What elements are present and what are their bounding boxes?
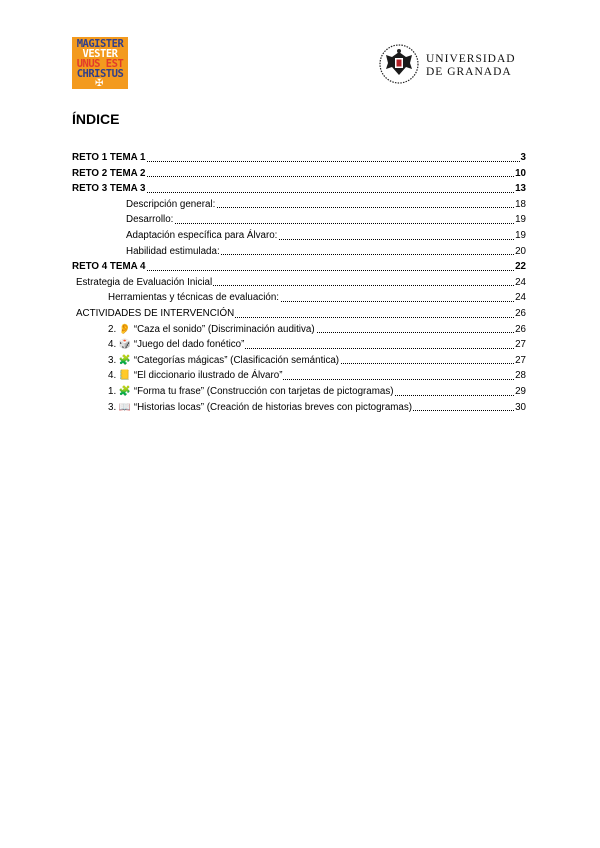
toc-entry[interactable] — [72, 244, 526, 260]
page-title: ÍNDICE — [72, 111, 120, 127]
toc-entry[interactable] — [72, 166, 526, 182]
toc-entry[interactable] — [72, 228, 526, 244]
toc-entry-page: 29 — [514, 384, 526, 400]
toc-entry-label: 2. 👂 “Caza el sonido” (Discriminación auditiva) — [108, 322, 316, 338]
toc-entry-page: 22 — [514, 259, 526, 275]
toc-entry-page: 27 — [514, 353, 526, 369]
toc-entry-label: Adaptación específica para Álvaro: — [126, 228, 278, 244]
toc-entry-page: 24 — [514, 290, 526, 306]
toc-entry[interactable] — [72, 337, 526, 353]
toc-entry[interactable] — [72, 322, 526, 338]
toc-entry-page: 26 — [514, 306, 526, 322]
toc-entry-label: Descripción general: — [126, 197, 216, 213]
toc-entry-page: 13 — [514, 181, 526, 197]
toc-entry-label: Estrategia de Evaluación Inicial — [76, 275, 213, 291]
toc-entry-label: Herramientas y técnicas de evaluación: — [108, 290, 280, 306]
toc-leader-dots — [126, 223, 526, 224]
toc-entry-label: 3. 📖 “Historias locas” (Creación de historias breves con pictogramas) — [108, 400, 413, 416]
toc-entry[interactable] — [72, 197, 526, 213]
toc-entry[interactable] — [72, 275, 526, 291]
toc-entry-page: 24 — [514, 275, 526, 291]
toc-entry-label: 1. 🧩 “Forma tu frase” (Construcción con tarjetas de pictogramas) — [108, 384, 395, 400]
toc-entry-page: 27 — [514, 337, 526, 353]
university-crest-icon — [378, 43, 420, 85]
toc-entry[interactable] — [72, 212, 526, 228]
toc-entry-page: 18 — [514, 197, 526, 213]
toc-entry[interactable] — [72, 259, 526, 275]
toc-entry[interactable] — [72, 353, 526, 369]
toc-entry-page: 10 — [514, 166, 526, 182]
toc-entry-label: 3. 🧩 “Categorías mágicas” (Clasificación semántica) — [108, 353, 340, 369]
toc-entry-page: 19 — [514, 212, 526, 228]
toc-entry[interactable] — [72, 290, 526, 306]
universidad-granada-logo — [378, 43, 528, 85]
table-of-contents — [72, 150, 526, 415]
toc-entry-page: 26 — [514, 322, 526, 338]
toc-entry[interactable] — [72, 150, 526, 166]
toc-entry[interactable] — [72, 368, 526, 384]
logo-line: CHRISTUS — [76, 68, 124, 80]
toc-entry[interactable] — [72, 400, 526, 416]
toc-entry-page: 19 — [514, 228, 526, 244]
toc-entry-page: 30 — [514, 400, 526, 416]
toc-entry-label: RETO 2 TEMA 2 — [72, 166, 147, 182]
toc-entry-page: 20 — [514, 244, 526, 260]
toc-entry-label: Desarrollo: — [126, 212, 174, 228]
toc-entry-label: 4. 🎲 “Juego del dado fonético” — [108, 337, 245, 353]
logo-line: VESTER — [82, 48, 118, 60]
toc-entry-label: Habilidad estimulada: — [126, 244, 221, 260]
toc-entry-label: 4. 📒 “El diccionario ilustrado de Álvaro” — [108, 368, 283, 384]
toc-entry[interactable] — [72, 306, 526, 322]
logo-line: MAGISTER — [76, 38, 124, 50]
toc-entry-page: 3 — [520, 150, 526, 166]
university-name-line1: UNIVERSIDAD — [426, 53, 516, 65]
toc-entry-label: RETO 3 TEMA 3 — [72, 181, 147, 197]
toc-entry-page: 28 — [514, 368, 526, 384]
cross-icon: ✠ — [95, 78, 104, 89]
toc-entry-label: RETO 4 TEMA 4 — [72, 259, 147, 275]
logo-line: UNUS EST — [76, 58, 124, 70]
toc-entry-label: RETO 1 TEMA 1 — [72, 150, 147, 166]
toc-entry[interactable] — [72, 384, 526, 400]
toc-entry-label: ACTIVIDADES DE INTERVENCIÓN — [76, 306, 235, 322]
toc-entry[interactable] — [72, 181, 526, 197]
magister-logo — [72, 37, 128, 89]
university-name-line2: DE GRANADA — [426, 66, 512, 78]
